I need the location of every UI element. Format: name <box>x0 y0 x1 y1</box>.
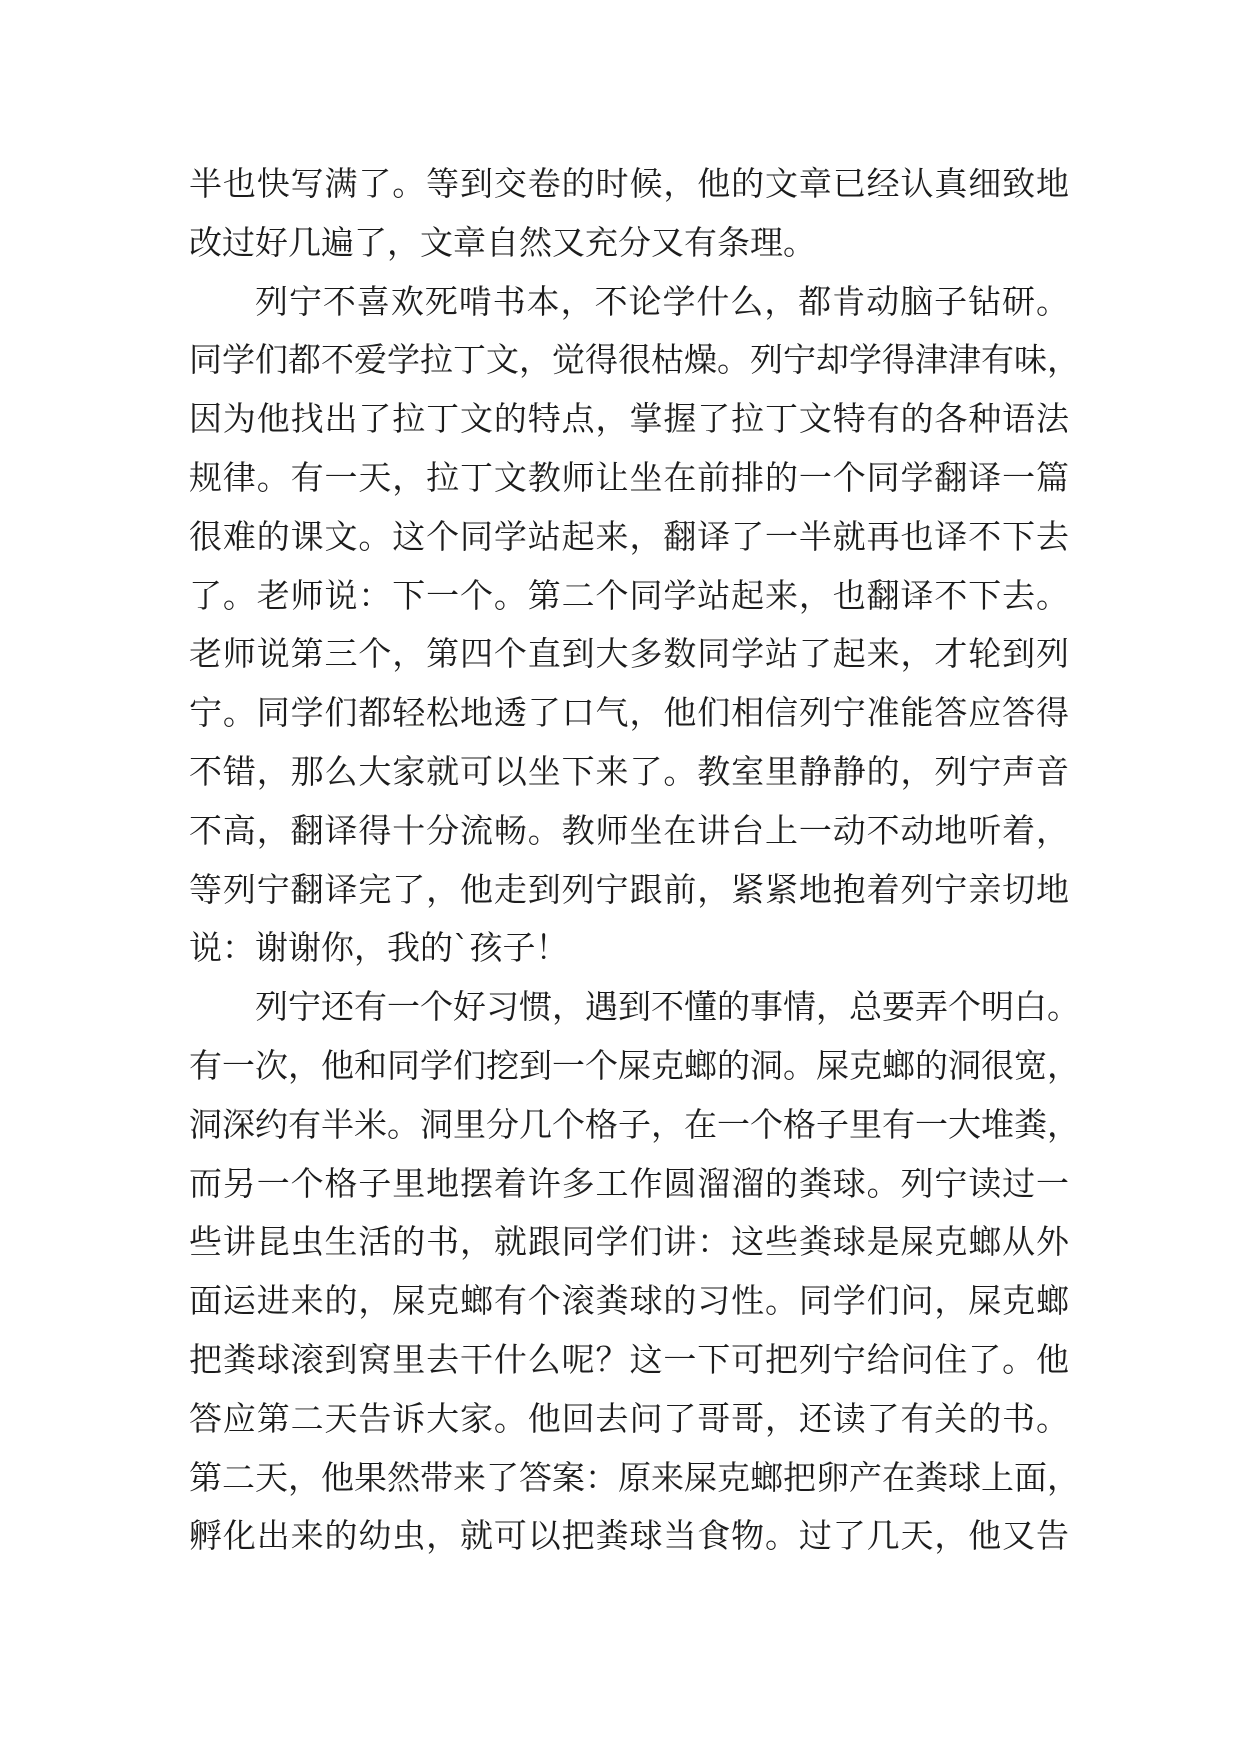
text-line: 不高，翻译得十分流畅。教师坐在讲台上一动不动地听着， <box>189 810 1069 850</box>
text-line: 而另一个格子里地摆着许多工作圆溜溜的粪球。列宁读过一 <box>189 1163 1069 1203</box>
text-line: 面运进来的，屎克螂有个滚粪球的习性。同学们问，屎克螂 <box>189 1281 1069 1321</box>
text-line: 第二天，他果然带来了答案：原来屎克螂把卵产在粪球上面， <box>189 1457 1080 1497</box>
text-line: 规律。有一天，拉丁文教师让坐在前排的一个同学翻译一篇 <box>189 457 1069 497</box>
text-line: 答应第二天告诉大家。他回去问了哥哥，还读了有关的书。 <box>189 1398 1069 1438</box>
text-line: 半也快写满了。等到交卷的时候，他的文章已经认真细致地 <box>189 164 1069 203</box>
text-line: 老师说第三个，第四个直到大多数同学站了起来，才轮到列 <box>189 634 1069 674</box>
text-line: 列宁还有一个好习惯，遇到不懂的事情，总要弄个明白。 <box>255 987 1080 1027</box>
article-body <box>189 155 1080 1566</box>
text-line: 说：谢谢你，我的`孩子！ <box>189 928 569 968</box>
text-line: 等列宁翻译完了，他走到列宁跟前，紧紧地抱着列宁亲切地 <box>189 869 1069 909</box>
text-line: 改过好几遍了，文章自然又充分又有条理。 <box>189 222 816 262</box>
text-line: 洞深约有半米。洞里分几个格子，在一个格子里有一大堆粪， <box>189 1104 1080 1144</box>
text-line: 列宁不喜欢死啃书本，不论学什么，都肯动脑子钻研。 <box>255 281 1069 321</box>
text-line: 些讲昆虫生活的书，就跟同学们讲：这些粪球是屎克螂从外 <box>189 1222 1069 1262</box>
text-line: 了。老师说：下一个。第二个同学站起来，也翻译不下去。 <box>189 575 1069 615</box>
text-line: 因为他找出了拉丁文的特点，掌握了拉丁文特有的各种语法 <box>189 399 1069 439</box>
text-line: 宁。同学们都轻松地透了口气，他们相信列宁准能答应答得 <box>189 693 1069 733</box>
text-line: 同学们都不爱学拉丁文，觉得很枯燥。列宁却学得津津有味， <box>189 340 1080 380</box>
text-line: 有一次，他和同学们挖到一个屎克螂的洞。屎克螂的洞很宽， <box>189 1045 1080 1085</box>
text-line: 孵化出来的幼虫，就可以把粪球当食物。过了几天，他又告 <box>189 1516 1069 1556</box>
text-line: 把粪球滚到窝里去干什么呢？这一下可把列宁给问住了。他 <box>189 1339 1069 1379</box>
text-line: 不错，那么大家就可以坐下来了。教室里静静的，列宁声音 <box>189 751 1069 791</box>
text-line: 很难的课文。这个同学站起来，翻译了一半就再也译不下去 <box>189 516 1069 556</box>
